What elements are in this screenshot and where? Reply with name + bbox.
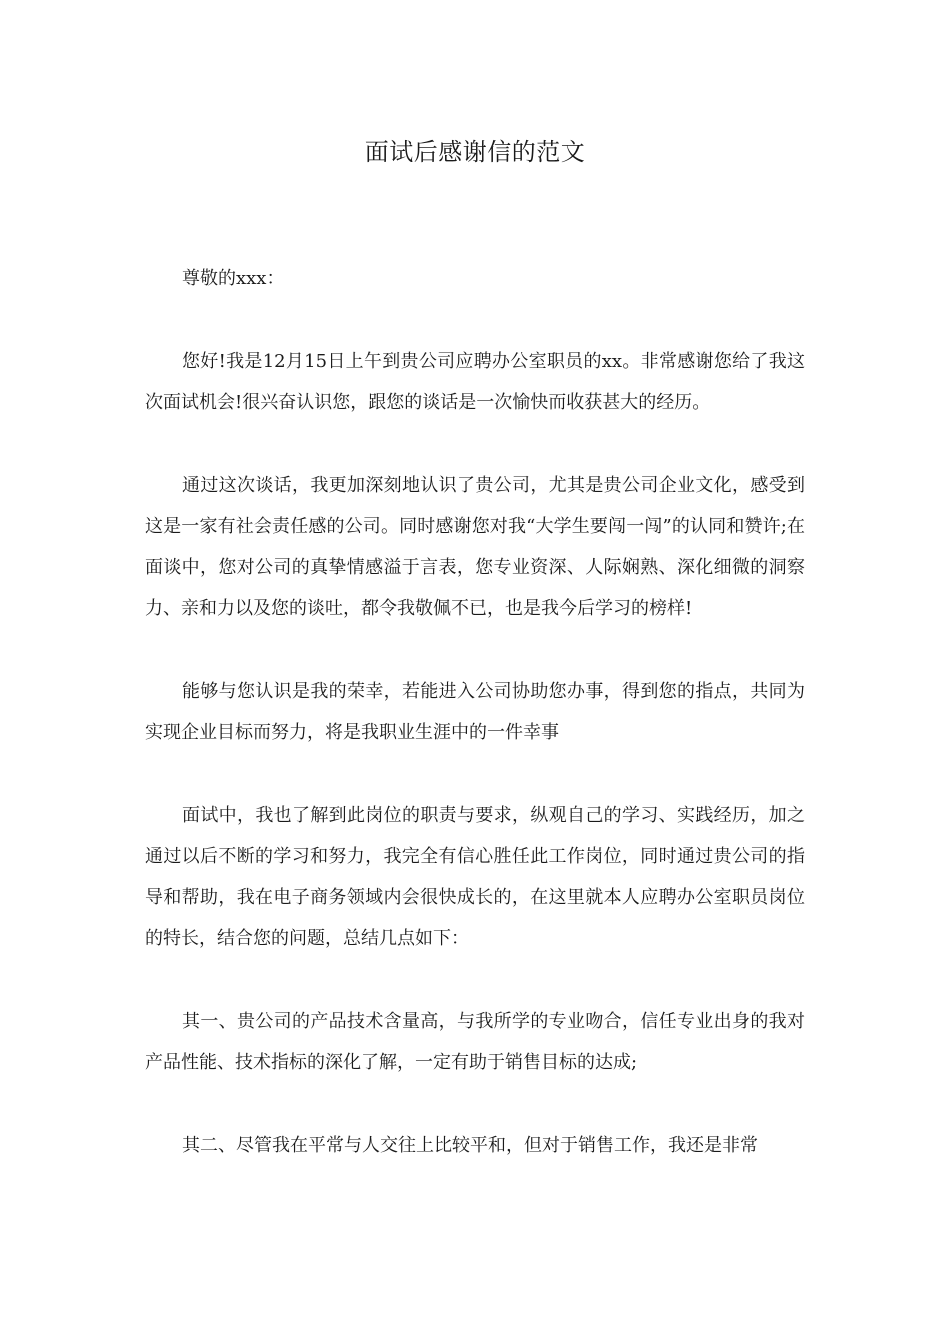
document-title: 面试后感谢信的范文 [364,138,586,166]
qualification-paragraph: 面试中，我也了解到此岗位的职责与要求，纵观自己的学习、实践经历，加之通过以后不断的学习和努力，我完全有信心胜任此工作岗位，同时通过贵公司的指导和帮助，我在电子商务领域内会很快成长的，在这里就本人应聘办公室职员岗位的特长，结合您的问题，总结几点如下： [145,805,805,949]
document-body [145,258,805,1208]
point-two-paragraph: 其二、尽管我在平常与人交往上比较平和，但对于销售工作，我还是非常 [182,1135,758,1156]
honor-paragraph: 能够与您认识是我的荣幸，若能进入公司协助您办事，得到您的指点，共同为实现企业目标而努力，将是我职业生涯中的一件幸事 [145,681,805,743]
salutation-paragraph: 尊敬的xxx： [182,268,285,289]
impression-paragraph: 通过这次谈话，我更加深刻地认识了贵公司，尤其是贵公司企业文化，感受到这是一家有社会责任感的公司。同时感谢您对我“大学生要闯一闯”的认同和赞许;在面谈中，您对公司的真挚情感溢于言表，您专业资深、人际娴熟、深化细微的洞察力、亲和力以及您的谈吐，都令我敬佩不已，也是我今后学习的榜样! [145,475,805,619]
greeting-paragraph: 您好!我是12月15日上午到贵公司应聘办公室职员的xx。非常感谢您给了我这次面试机会!很兴奋认识您，跟您的谈话是一次愉快而收获甚大的经历。 [145,351,805,413]
point-one-paragraph: 其一、贵公司的产品技术含量高，与我所学的专业吻合，信任专业出身的我对产品性能、技术指标的深化了解，一定有助于销售目标的达成; [145,1011,805,1073]
